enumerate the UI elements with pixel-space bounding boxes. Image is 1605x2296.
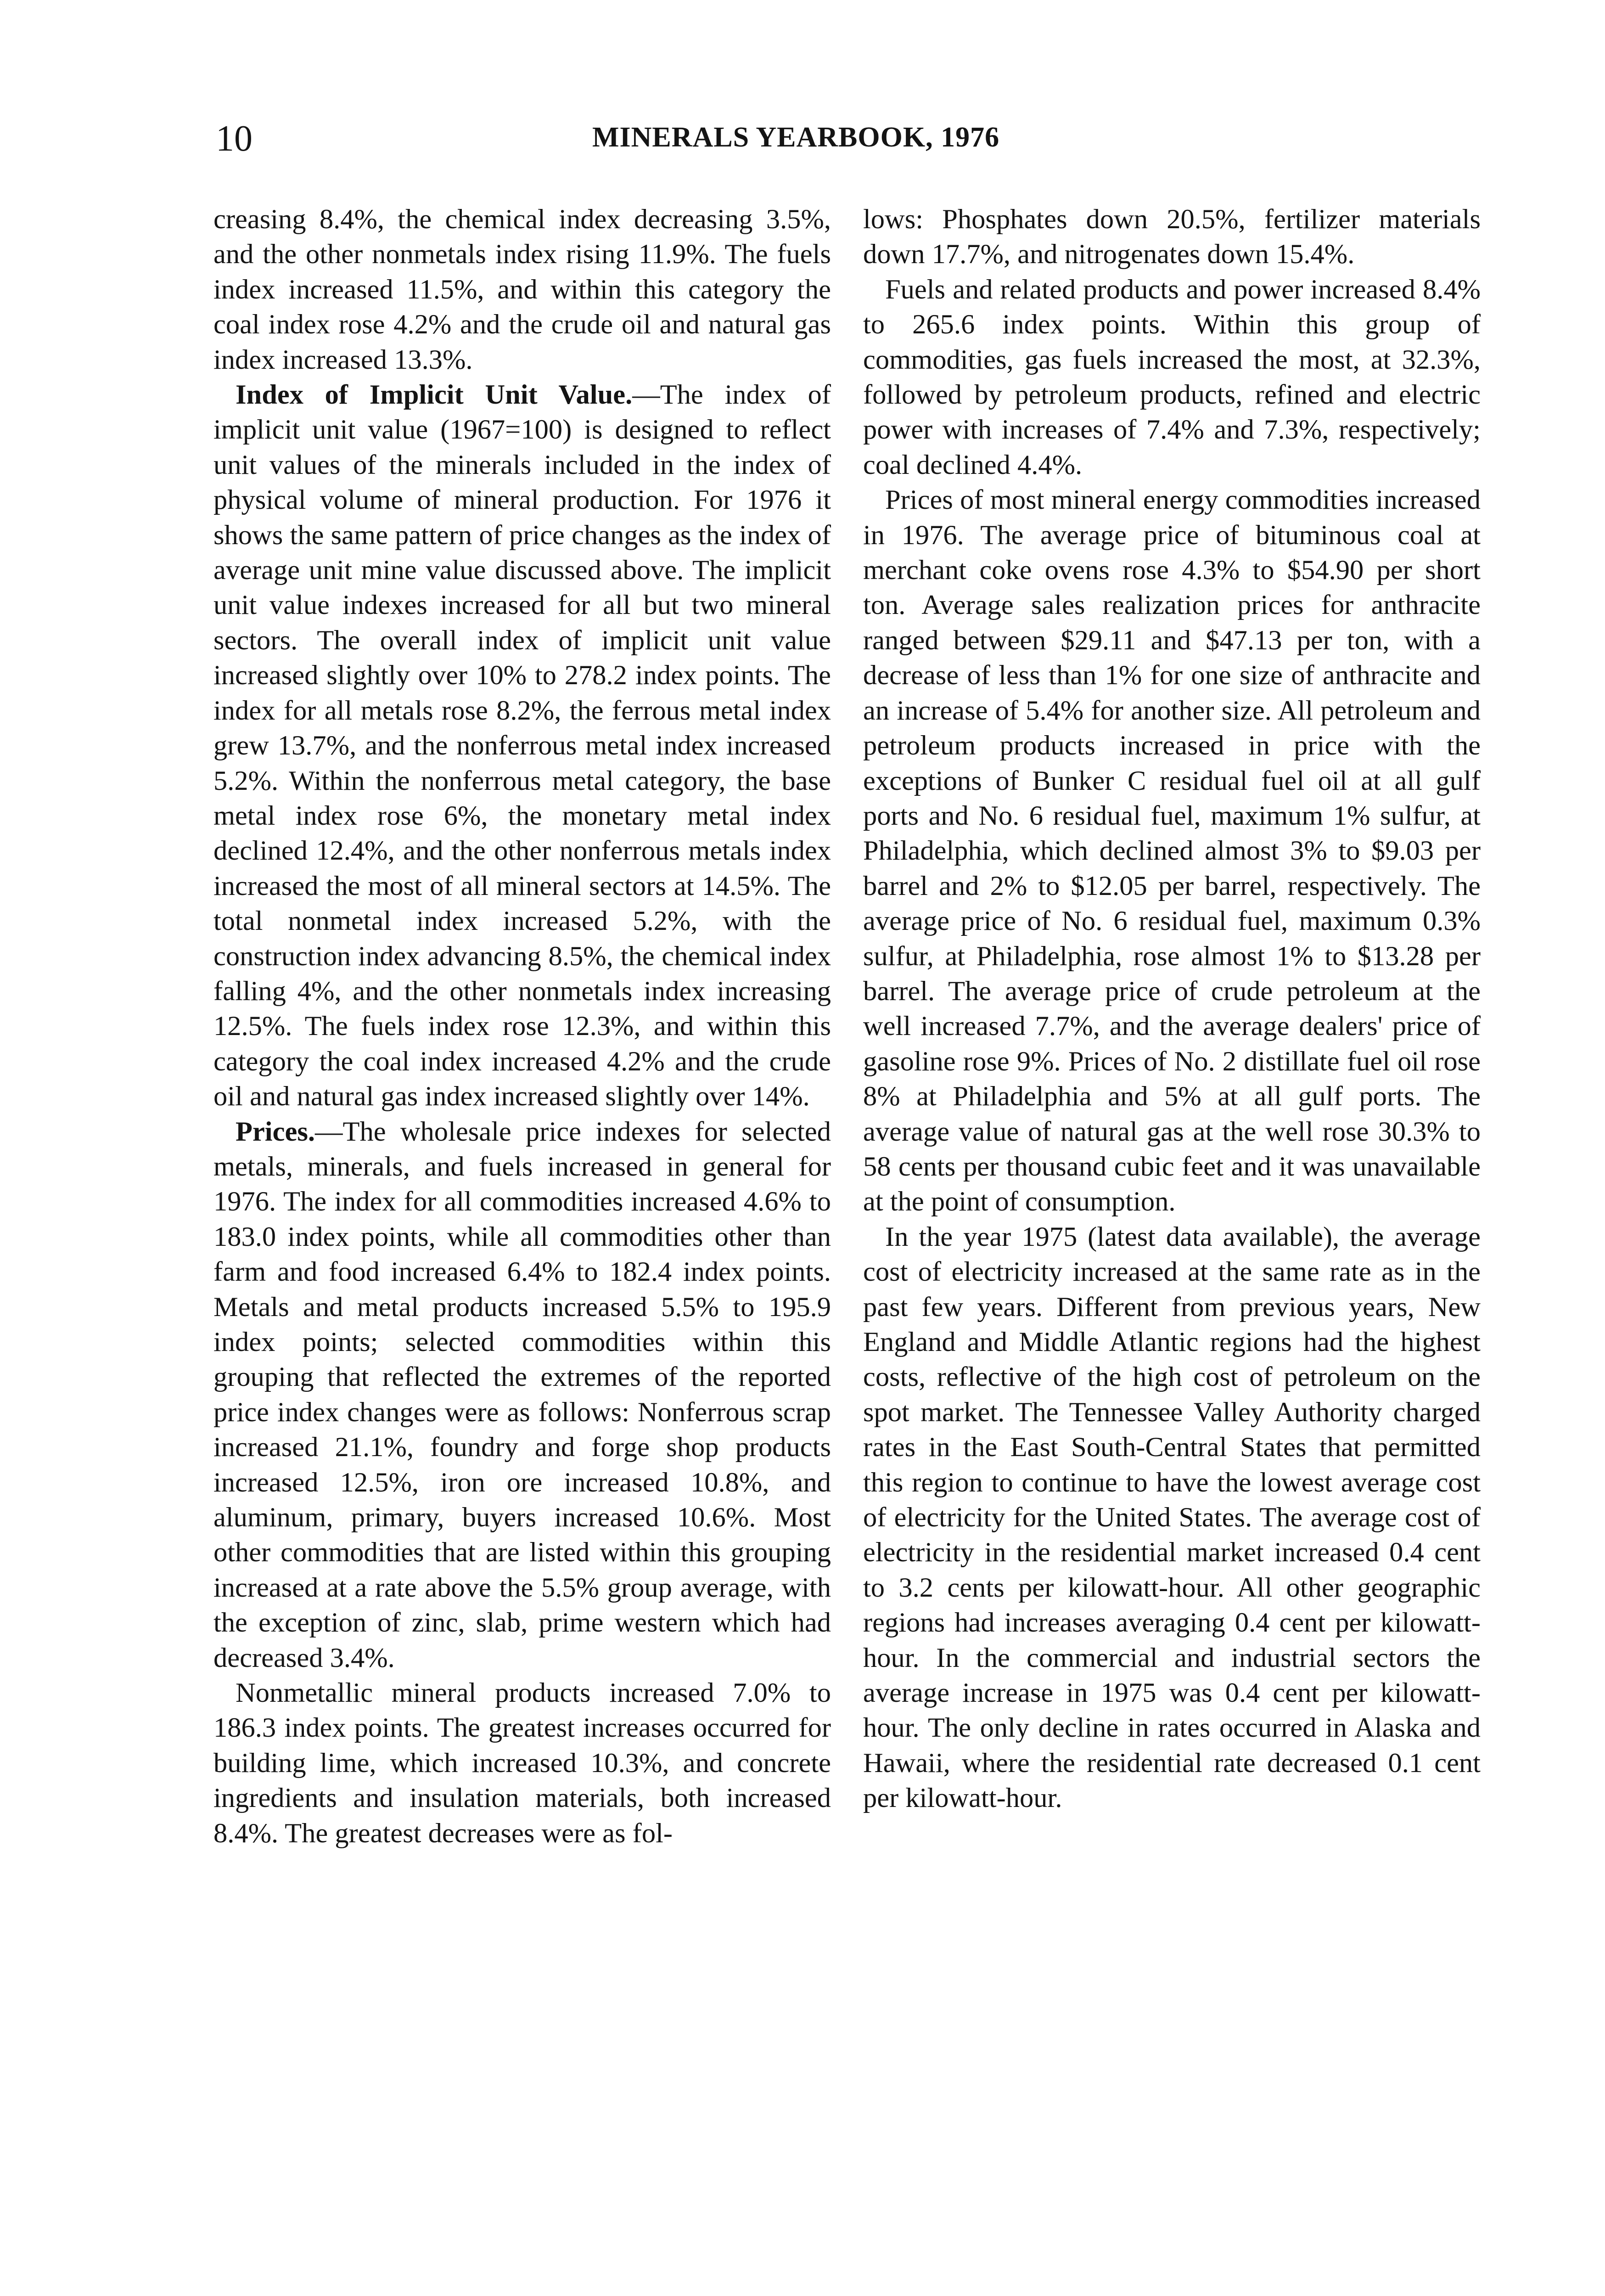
paragraph: Nonmetallic mineral products increased 7.0% to 186.3 index points. The greatest increases occurred for building lime, which increased 10.3%, and concrete ingredients and insulation materials, both increased 8.4%. The greatest decreases were as fol-: [213, 1677, 831, 1849]
left-column: [213, 202, 831, 1851]
page-number: 10: [216, 118, 253, 159]
section-heading: Index of Implicit Unit Value.: [236, 379, 633, 411]
running-head: MINERALS YEARBOOK, 1976: [592, 122, 1000, 153]
paragraph: Prices of most mineral energy commodities increased in 1976. The average price of bituminous coal at merchant coke ovens rose 4.3% to $54.90 per short ton. Average sales realization prices for anthracite ranged between $29.11 and $47.13 per ton, with a decrease of less than 1% for one size of anthracite and an increase of 5.4% for another size. All petroleum and petroleum products increased in price with the exceptions of Bunker C residual fuel oil at all gulf ports and No. 6 residual fuel, maximum 1% sulfur, at Philadelphia, which declined almost 3% to $9.03 per barrel and 2% to $12.05 per barrel, respectively. The average price of No. 6 residual fuel, maximum 0.3% sulfur, at Philadelphia, rose almost 1% to $13.28 per barrel. The average price of crude petroleum at the well increased 7.7%, and the average dealers' price of gasoline rose 9%. Prices of No. 2 distillate fuel oil rose 8% at Philadelphia and 5% at all gulf ports. The average value of natural gas at the well rose 30.3% to 58 cents per thousand cubic feet and it was unavailable at the point of consumption.: [863, 484, 1481, 1217]
paragraph-body: —The index of implicit unit value (1967=100) is designed to reflect unit values of the minerals included in the index of physical volume of mineral production. For 1976 it shows the same pattern of price changes as the index of average unit mine value discussed above. The implicit unit value indexes increased for all but two mineral sectors. The overall index of implicit unit value increased slightly over 10% to 278.2 index points. The index for all metals rose 8.2%, the ferrous metal index grew 13.7%, and the nonferrous metal index increased 5.2%. Within the nonferrous metal category, the base metal index rose 6%, the monetary metal index declined 12.4%, and the other nonferrous metals index increased the most of all mineral sectors at 14.5%. The total nonmetal index increased 5.2%, with the construction index advancing 8.5%, the chemical index falling 4%, and the other nonmetals index increasing 12.5%. The fuels index rose 12.3%, and within this category the coal index increased 4.2% and the crude oil and natural gas index increased slightly over 14%.: [213, 379, 831, 1112]
right-column: [863, 202, 1481, 1816]
section-heading: Prices.: [236, 1116, 315, 1147]
paragraph: lows: Phosphates down 20.5%, fertilizer materials down 17.7%, and nitrogenates down 15.4%.: [863, 204, 1481, 270]
paragraph: creasing 8.4%, the chemical index decreasing 3.5%, and the other nonmetals index rising 11.9%. The fuels index increased 11.5%, and within this category the coal index rose 4.2% and the crude oil and natural gas index increased 13.3%.: [213, 204, 831, 375]
paragraph: In the year 1975 (latest data available), the average cost of electricity increased at the same rate as in the past few years. Different from previous years, New England and Middle Atlantic regions had the highest costs, reflective of the high cost of petroleum on the spot market. The Tennessee Valley Authority charged rates in the East South-Central States that permitted this region to continue to have the lowest average cost of electricity for the United States. The average cost of electricity in the residential market increased 0.4 cent to 3.2 cents per kilowatt-hour. All other geographic regions had increases averaging 0.4 cent per kilowatt-hour. In the commercial and industrial sectors the average increase in 1975 was 0.4 cent per kilowatt-hour. The only decline in rates occurred in Alaska and Hawaii, where the residential rate decreased 0.1 cent per kilowatt-hour.: [863, 1221, 1481, 1814]
paragraph-prices: [213, 1114, 831, 1676]
paragraph-implicit-unit-value: [213, 377, 831, 1114]
paragraph-body: —The wholesale price indexes for selected metals, minerals, and fuels increased in general for 1976. The index for all commodities increased 4.6% to 183.0 index points, while all commodities other than farm and food increased 6.4% to 182.4 index points. Metals and metal products increased 5.5% to 195.9 index points; selected commodities within this grouping that reflected the extremes of the reported price index changes were as follows: Nonferrous scrap increased 21.1%, foundry and forge shop products increased 12.5%, iron ore increased 10.8%, and aluminum, primary, buyers increased 10.6%. Most other commodities that are listed within this grouping increased at a rate above the 5.5% group average, with the exception of zinc, slab, prime western which had decreased 3.4%.: [213, 1116, 831, 1673]
paragraph: Fuels and related products and power increased 8.4% to 265.6 index points. Within this group of commodities, gas fuels increased the most, at 32.3%, followed by petroleum products, refined and electric power with increases of 7.4% and 7.3%, respectively; coal declined 4.4%.: [863, 274, 1481, 480]
